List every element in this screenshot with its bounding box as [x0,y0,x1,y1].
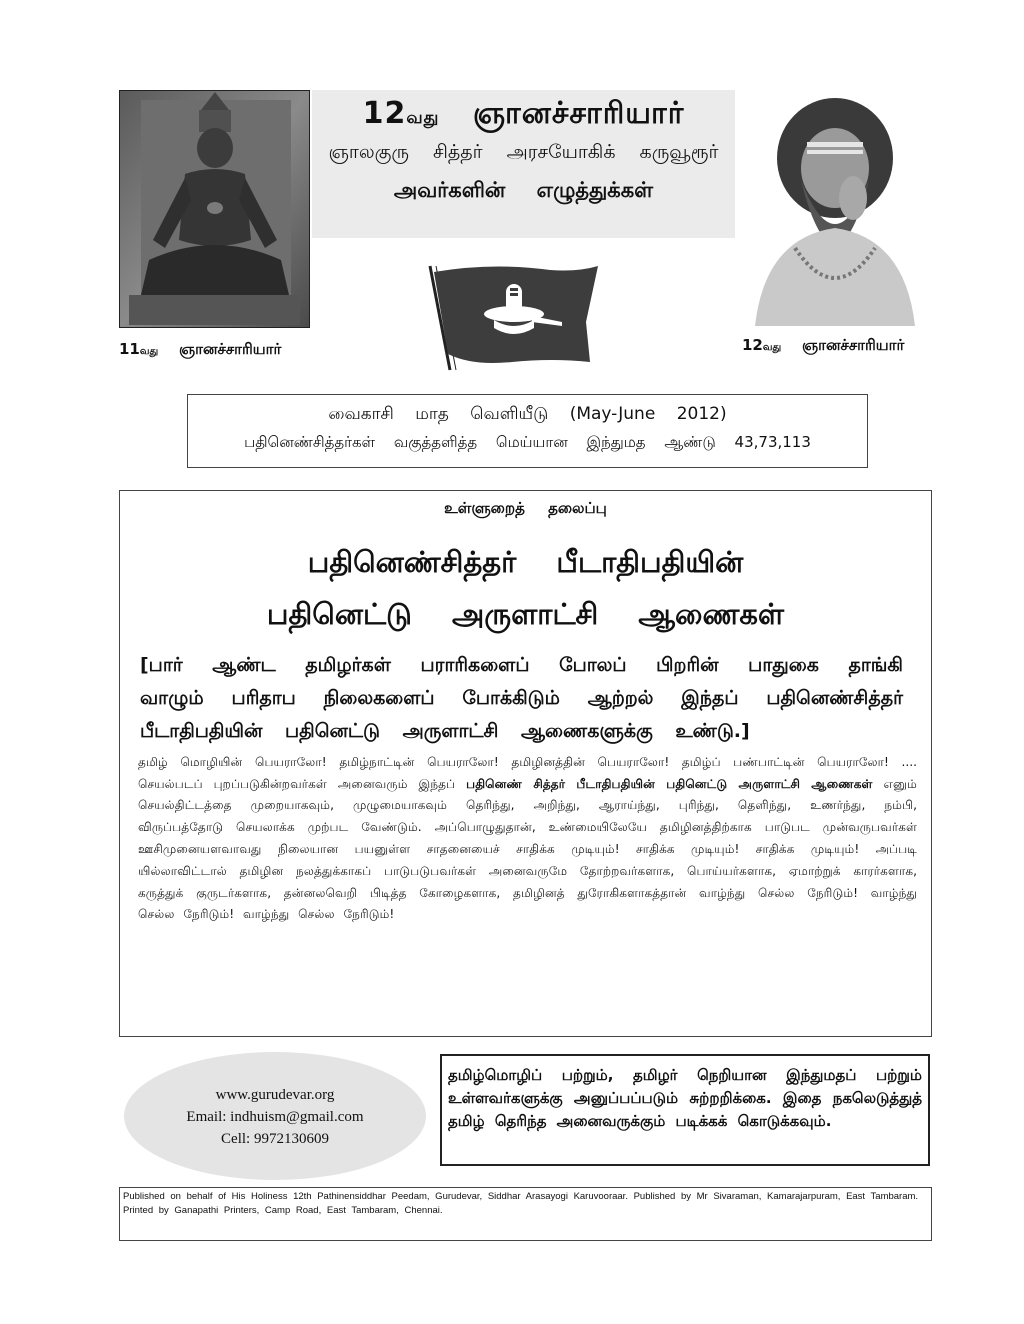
issue-date: வைகாசி மாத வெளியீடு (May-June 2012) [328,404,727,424]
main-title: 12வது ஞானச்சாரியார் [362,96,685,131]
content-body: தமிழ் மொழியின் பெயராலோ! தமிழ்நாட்டின் பெயராலோ! தமிழினத்தின் பெயராலோ! தமிழ்ப் பண்பாட்டின் பெயராலோ! .... செயல்படப் புறப்படுகின்றவர்கள் அனைவரும் இந்தப் பதினெண் சித்தர் பீடாதிபதியின் பதினெட்டு அருளாட்சி ஆணைகள் எனும் செயல்திட்டத்தை முறையாகவும், முழுமையாகவும் தெரிந்து, அறிந்து, ஆராய்ந்து, புரிந்து, தெளிந்து, உணர்ந்து, நம்பி, விருப்பத்தோடு செயலாக்க முற்பட வேண்டும். அப்பொழுதுதான், உண்மையிலேயே தமிழினத்திற்காக பாடுபட முன்வருபவர்கள் ஊசிமுனையளவாவது நிலையான பயனுள்ள சாதனையைச் சாதிக்க முடியும்! சாதிக்க முடியும்! சாதிக்க முடியும்! அப்படி யில்லாவிட்டால் தமிழின நலத்துக்காகப் பாடுபடுபவர்கள் அனைவருமே தோற்றவர்களாக, பொய்யர்களாக, ஏமாற்றுக் காரர்களாக, கருத்துக் குருடர்களாக, தன்னலவெறி பிடித்த கோழைகளாக, தமிழினத் துரோகிகளாகத்தான் வாழ்ந்து செல்ல நேரிடும்! வாழ்ந்து செல்ல நேரிடும்! வாழ்ந்து செல்ல நேரிடும்! [138,754,917,922]
contact-oval [124,1052,426,1180]
title-block [312,90,735,238]
subtitle-line-2: அவர்களின் எழுத்துக்கள் [393,178,654,202]
website-link[interactable]: www.gurudevar.org [215,1087,335,1103]
seated-idol-photo [119,90,310,328]
content-heading-2: பதினெட்டு அருளாட்சி ஆணைகள் [266,596,785,631]
circular-notice: தமிழ்மொழிப் பற்றும், தமிழர் நெறியான இந்துமதப் பற்றும் உள்ளவர்களுக்கு அனுப்பப்படும் சுற்றறிக்கை. இதை நகலெடுத்துத் தமிழ் தெரிந்த அனைவருக்கும் படிக்கக் கொடுக்கவும். [440,1054,930,1166]
cell-number: Cell: 9972130609 [221,1131,329,1147]
bearded-guru-photo [735,88,935,326]
issue-info-box [187,394,868,468]
content-box [119,490,932,1037]
left-photo-caption: 11வது ஞானச்சாரியார் [119,340,282,358]
right-photo-caption: 12வது ஞானச்சாரியார் [742,336,905,354]
email-link[interactable]: Email: indhuism@gmail.com [186,1109,364,1125]
content-heading-1: பதினெண்சித்தர் பீடாதிபதியின் [307,545,744,579]
subtitle-line-1: ஞாலகுரு சித்தர் அரசயோகிக் கருவூரூர் [328,141,719,163]
content-label: உள்ளுறைத் தலைப்பு [444,499,607,517]
footer-published-line: Published on behalf of His Holiness 12th Pathinensiddhar Peedam, Gurudevar, Siddhar Arasayogi Karuvooraar. Published by Mr Sivaraman, Kamarajarpuram, East Tambaram. [123,1191,919,1202]
content-intro: [பார் ஆண்ட தமிழர்கள் பராரிகளைப் போலப் பிறரின் பாதுகை தாங்கி வாழும் பரிதாப நிலைகளைப் போக்கிடும் ஆற்றல் இந்தப் பதினெண்சித்தர் பீடாதிபதியின் பதினெட்டு அருளாட்சி ஆணைகளுக்கு உண்டு.] [140,653,903,742]
publisher-footer [119,1187,932,1241]
hindu-year: பதினெண்சித்தர்கள் வகுத்தளித்த மெய்யான இந்துமத ஆண்டு 43,73,113 [244,433,811,451]
footer-printed-line: Printed by Ganapathi Printers, Camp Road, East Tambaram, Chennai. [123,1205,443,1216]
flag-emblem-icon [422,262,602,372]
